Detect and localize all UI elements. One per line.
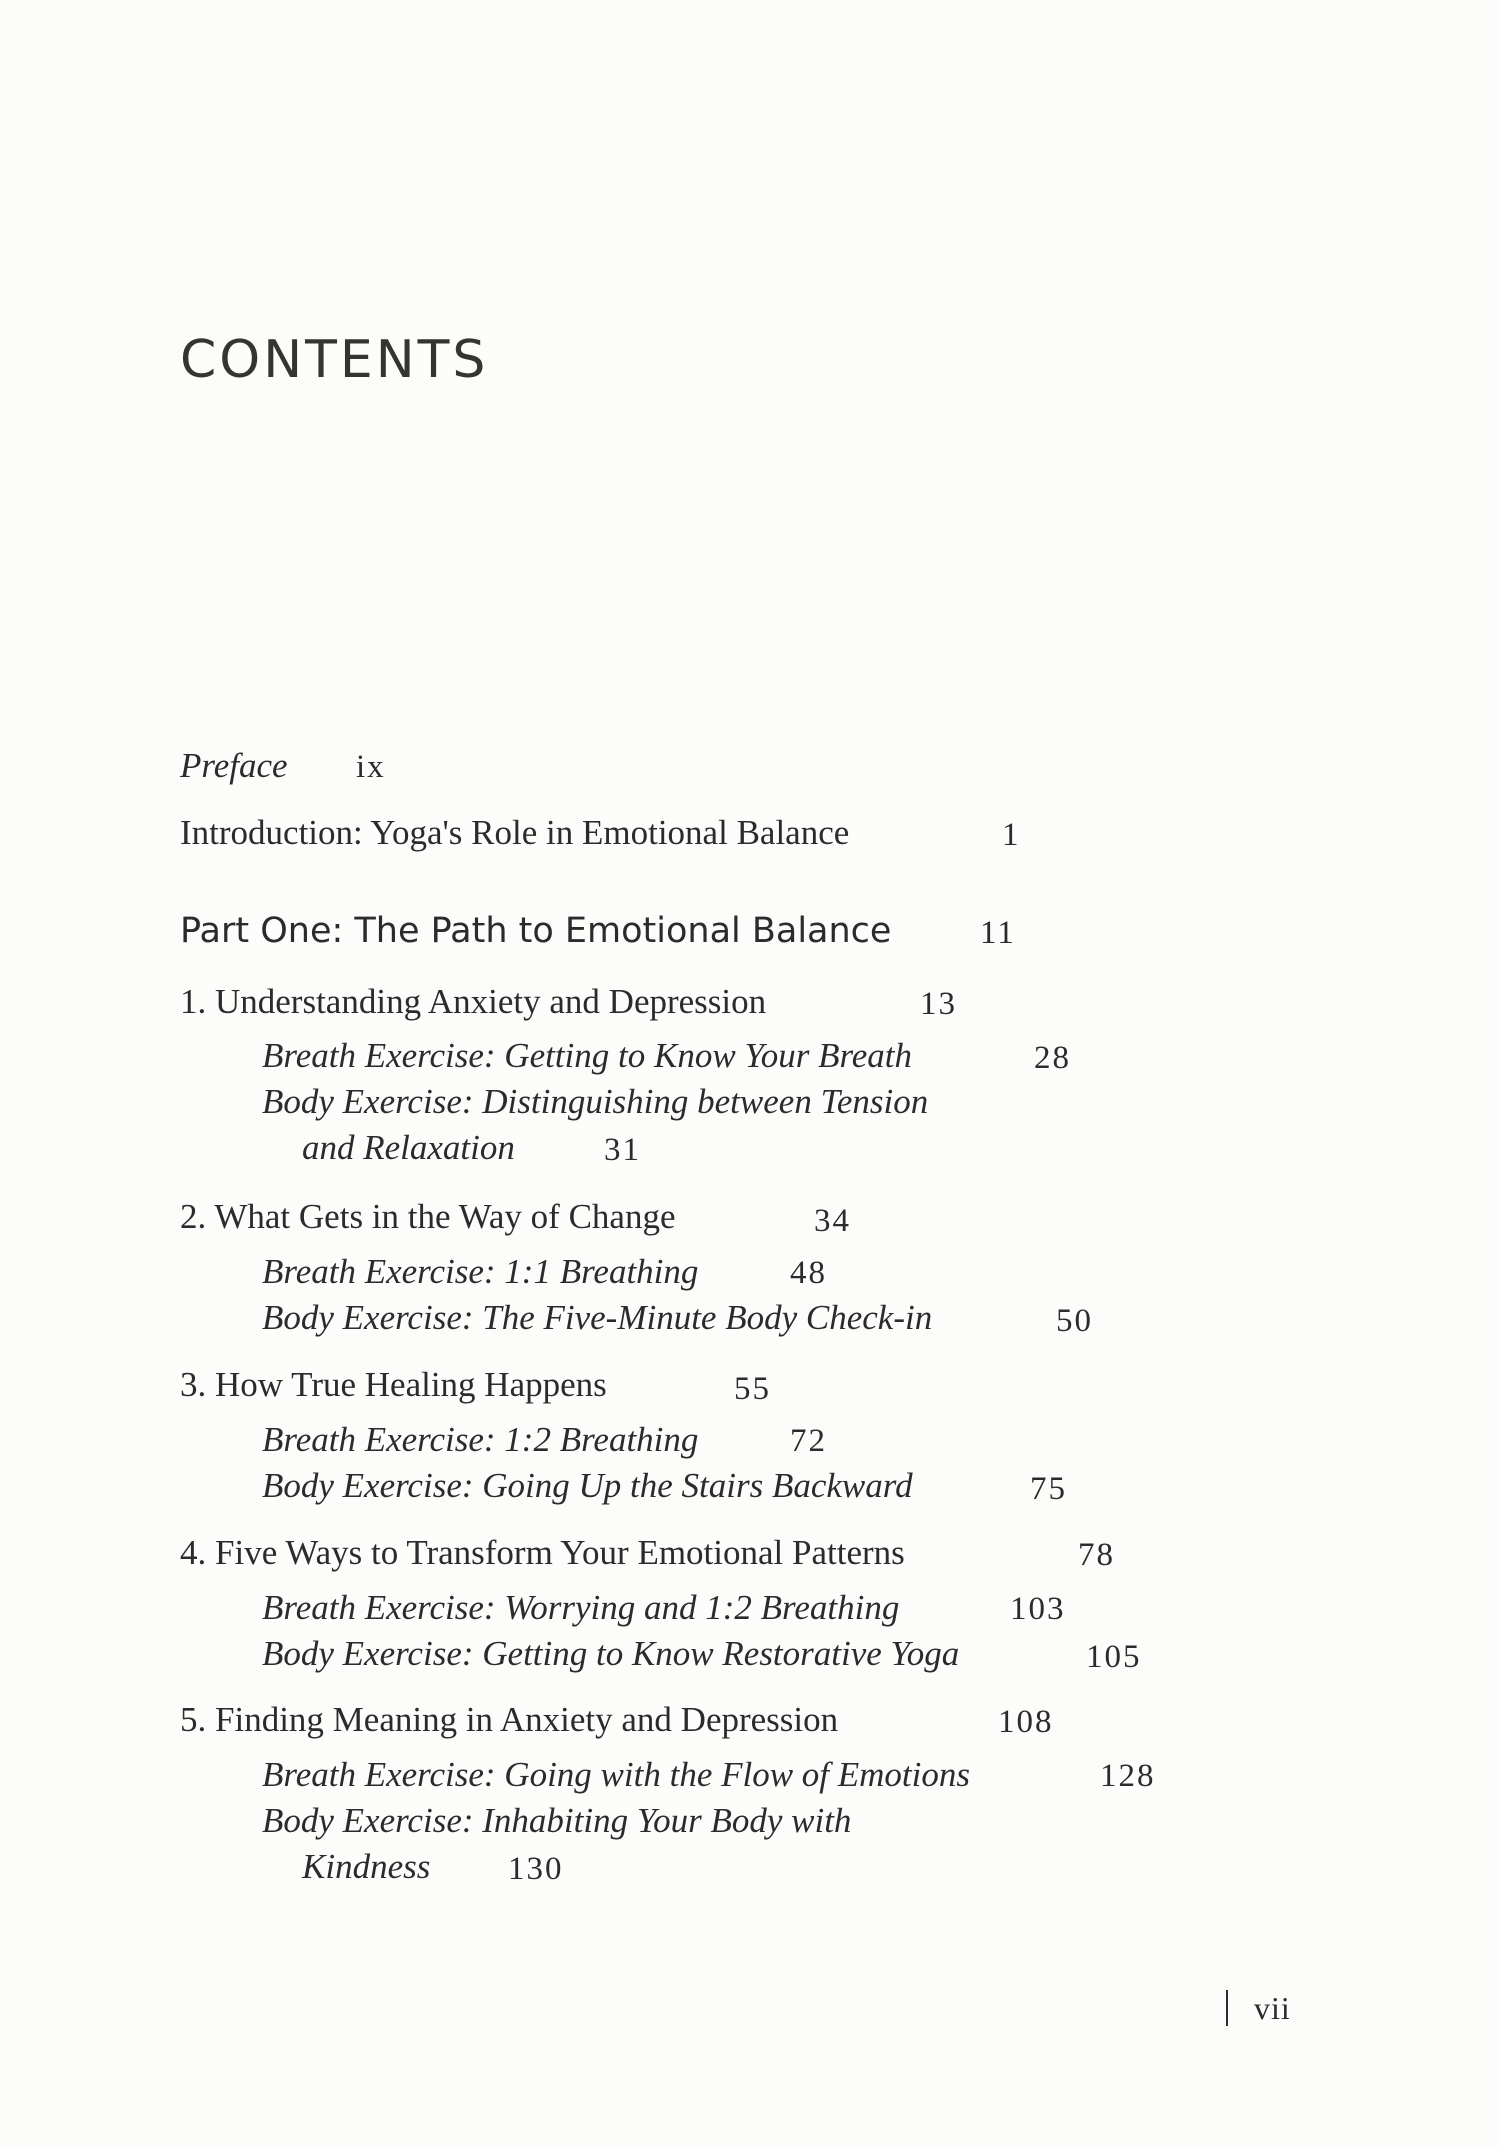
toc-exercise-page: 50 [1056, 1303, 1093, 1339]
toc-exercise-page: 31 [604, 1132, 641, 1168]
toc-exercise-title: Body Exercise: The Five-Minute Body Check-in [262, 1298, 933, 1337]
toc-exercise-page: 128 [1100, 1758, 1156, 1794]
toc-page-preface: ix [356, 749, 386, 785]
toc-chapter-page: 13 [920, 986, 957, 1022]
toc-exercise-page: 72 [790, 1423, 827, 1459]
toc-exercise-title: Body Exercise: Distinguishing between Tension [262, 1082, 929, 1121]
toc-page-part-one: 11 [980, 915, 1016, 951]
toc-exercise-title: Breath Exercise: Going with the Flow of Emotions [262, 1755, 970, 1794]
toc-chapter-title: 3. How True Healing Happens [180, 1365, 607, 1404]
toc-exercise-page: 28 [1034, 1040, 1071, 1076]
toc-chapter-page: 78 [1078, 1537, 1115, 1573]
toc-exercise-page: 48 [790, 1255, 827, 1291]
toc-part-heading: Part One: The Path to Emotional Balance [180, 911, 892, 951]
toc-chapter-title: 1. Understanding Anxiety and Depression [180, 982, 767, 1021]
toc-exercise-title-continued: Kindness [302, 1847, 431, 1886]
toc-exercise-page: 130 [508, 1851, 564, 1887]
toc-exercise-page: 105 [1086, 1639, 1142, 1675]
toc-exercise-page: 103 [1010, 1591, 1066, 1627]
toc-chapter-title: 2. What Gets in the Way of Change [180, 1197, 676, 1236]
toc-entry-introduction: Introduction: Yoga's Role in Emotional Balance [180, 813, 850, 852]
toc-exercise-page: 75 [1030, 1471, 1067, 1507]
toc-exercise-title: Breath Exercise: 1:1 Breathing [262, 1252, 699, 1291]
toc-chapter-page: 108 [998, 1704, 1054, 1740]
toc-exercise-title: Body Exercise: Going Up the Stairs Backward [262, 1466, 913, 1505]
page-number: vii [1254, 1990, 1291, 2026]
toc-entry-preface: Preface [180, 746, 288, 785]
toc-exercise-title: Breath Exercise: 1:2 Breathing [262, 1420, 699, 1459]
toc-exercise-title-continued: and Relaxation [302, 1128, 515, 1167]
toc-chapter-page: 55 [734, 1371, 771, 1407]
toc-chapter-page: 34 [814, 1203, 851, 1239]
toc-exercise-title: Breath Exercise: Getting to Know Your Breath [262, 1036, 913, 1075]
toc-exercise-title: Body Exercise: Inhabiting Your Body with [262, 1801, 852, 1840]
toc-page-introduction: 1 [1002, 817, 1021, 853]
page-title: CONTENTS [180, 330, 489, 390]
toc-chapter-title: 5. Finding Meaning in Anxiety and Depression [180, 1700, 839, 1739]
toc-exercise-title: Body Exercise: Getting to Know Restorative Yoga [262, 1634, 960, 1673]
folio-divider [1226, 1990, 1228, 2026]
toc-chapter-title: 4. Five Ways to Transform Your Emotional Patterns [180, 1533, 905, 1572]
toc-exercise-title: Breath Exercise: Worrying and 1:2 Breathing [262, 1588, 900, 1627]
